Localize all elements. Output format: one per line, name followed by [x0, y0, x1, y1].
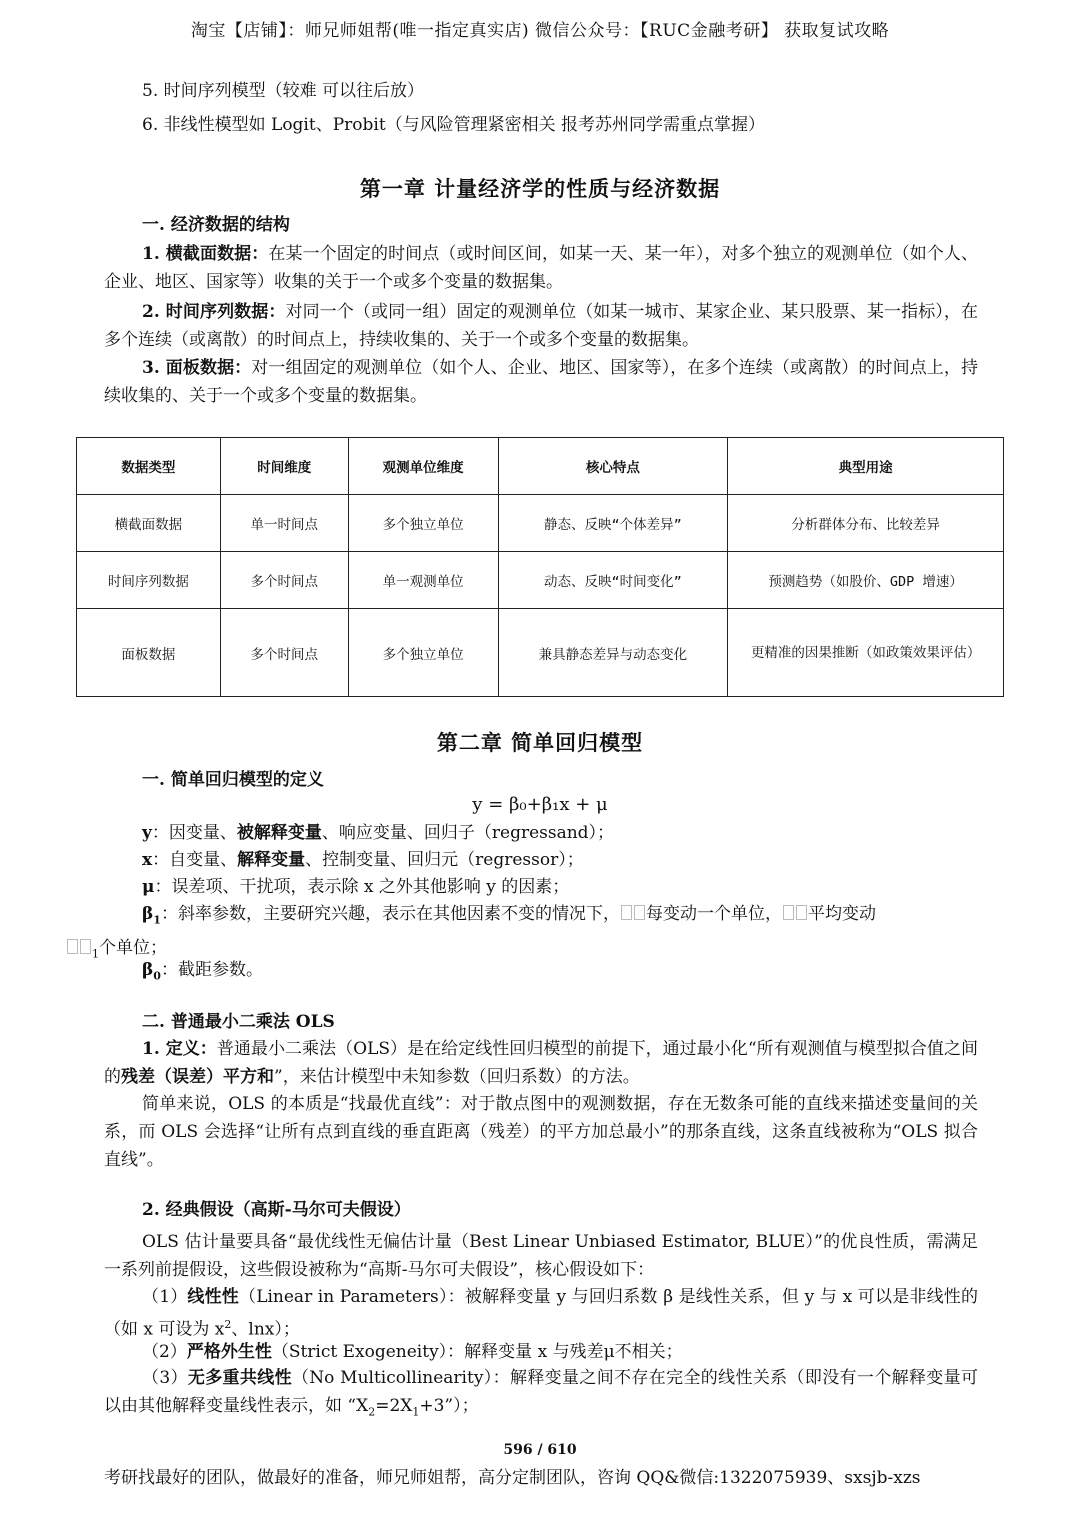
table-header-row: [77, 438, 1004, 495]
table-cell: 横截面数据: [77, 495, 221, 552]
page-header: 淘宝【店铺】：师兄师姐帮(唯一指定真实店) 微信公众号：【RUC金融考研】 获取复试攻略: [190, 21, 890, 41]
table-cell: 多个独立单位: [348, 495, 498, 552]
page-footer: 考研找最好的团队，做最好的准备，师兄师姐帮，高分定制团队，咨询 QQ&微信:1322075939、sxsjb-xzs: [104, 1468, 921, 1488]
ols-heading: 二. 普通最小二乘法 OLS: [142, 1012, 335, 1032]
table-header-cell: 时间维度: [220, 438, 348, 495]
def-beta1: $\beta_1$：斜率参数，主要研究兴趣，表示在其他因素不变的情况下， 每变动一个单位， 平均变动 $_1$个单位；: [104, 900, 978, 969]
chapter1-title: 第一章 计量经济学的性质与经济数据: [359, 176, 721, 201]
table-cell: 更精准的因果推断（如政策效果评估）: [728, 609, 1004, 697]
table-cell: 多个时间点: [220, 609, 348, 697]
assumptions-heading: 2. 经典假设（高斯-马尔可夫假设）: [142, 1200, 411, 1220]
table-header-cell: 观测单位维度: [348, 438, 498, 495]
def-y: y：因变量、被解释变量、响应变量、回归子（regressand）；: [142, 823, 615, 843]
intro-item: 5. 时间序列模型（较难 可以往后放）: [142, 81, 425, 101]
table-row: [77, 609, 1004, 697]
page-number: 596 / 610: [503, 1442, 577, 1458]
table-row: [77, 552, 1004, 609]
table-cell: 单一时间点: [220, 495, 348, 552]
assumption-exogeneity: （2）严格外生性（Strict Exogeneity）：解释变量 x 与残差μ不相关；: [142, 1342, 683, 1362]
chapter2-section1-heading: 一. 简单回归模型的定义: [142, 770, 324, 790]
def-beta0: $\beta_0$：截距参数。: [142, 960, 263, 983]
table-cell: 静态、反映“个体差异”: [498, 495, 728, 552]
intro-item: 6. 非线性模型如 Logit、Probit（与风险管理紧密相关 报考苏州同学需重点掌握）: [142, 115, 766, 135]
table-cell: 时间序列数据: [77, 552, 221, 609]
table-cell: 多个独立单位: [348, 609, 498, 697]
paragraph-panel: 3. 面板数据：对一组固定的观测单位（如个人、企业、地区、国家等），在多个连续（或离散）的时间点上，持续收集的、关于一个或多个变量的数据集。: [104, 358, 979, 406]
table-cell: 动态、反映“时间变化”: [498, 552, 728, 609]
table-cell: 预测趋势（如股价、GDP 增速）: [728, 552, 1004, 609]
assumption-linearity: （1）线性性（Linear in Parameters）：被解释变量 y 与回归系数 β 是线性关系，但 y 与 x 可以是非线性的（如 x 可设为 $x^2$、lnx）；: [104, 1287, 978, 1340]
table-cell: 分析群体分布、比较差异: [728, 495, 1004, 552]
table-header-cell: 典型用途: [728, 438, 1004, 495]
table-row: [77, 495, 1004, 552]
paragraph-cross-section: 1. 横截面数据：在某一个固定的时间点（或时间区间，如某一天、某一年），对多个独立的观测单位（如个人、企业、地区、国家等）收集的关于一个或多个变量的数据集。: [104, 244, 978, 292]
assumptions-intro: OLS 估计量要具备“最优线性无偏估计量（Best Linear Unbiased Estimator, BLUE）”的优良性质，需满足一系列前提假设，这些假设被称为“高斯-马尔可夫假设”，核心假设如下：: [104, 1232, 978, 1280]
chapter1-section1-heading: 一. 经济数据的结构: [142, 215, 290, 235]
def-x: x：自变量、解释变量、控制变量、回归元（regressor）；: [142, 850, 584, 870]
table-cell: 单一观测单位: [348, 552, 498, 609]
table-header-cell: 核心特点: [498, 438, 728, 495]
paragraph-time-series: 2. 时间序列数据：对同一个（或同一组）固定的观测单位（如某一城市、某家企业、某只股票、某一指标），在多个连续（或离散）的时间点上，持续收集的、关于一个或多个变量的数据集。: [104, 302, 979, 350]
regression-formula: y = β₀+β₁x + μ: [472, 794, 608, 815]
chapter2-title: 第二章 简单回归模型: [436, 730, 644, 755]
ols-simple-explanation: 简单来说，OLS 的本质是“找最优直线”：对于散点图中的观测数据，存在无数条可能的直线来描述变量间的关系，而 OLS 会选择“让所有点到直线的垂直距离（残差）的平方加总最小”的那条直线，这条直线被称为“OLS 拟合直线”。: [104, 1094, 978, 1170]
table-cell: 兼具静态差异与动态变化: [498, 609, 728, 697]
table-cell: 面板数据: [77, 609, 221, 697]
table-cell: 多个时间点: [220, 552, 348, 609]
table-header-cell: 数据类型: [77, 438, 221, 495]
assumption-multicollinearity: （3）无多重共线性（No Multicollinearity）：解释变量之间不存在完全的线性关系（即没有一个解释变量可以由其他解释变量线性表示，如 “$X_2=2X_1+3$”）；: [104, 1368, 978, 1419]
ols-definition: 1. 定义：普通最小二乘法（OLS）是在给定线性回归模型的前提下，通过最小化“所有观测值与模型拟合值之间的残差（误差）平方和”，来估计模型中未知参数（回归系数）的方法。: [104, 1039, 979, 1087]
def-mu: μ：误差项、干扰项，表示除 x 之外其他影响 y 的因素；: [142, 877, 570, 897]
data-types-table: [76, 437, 1004, 697]
